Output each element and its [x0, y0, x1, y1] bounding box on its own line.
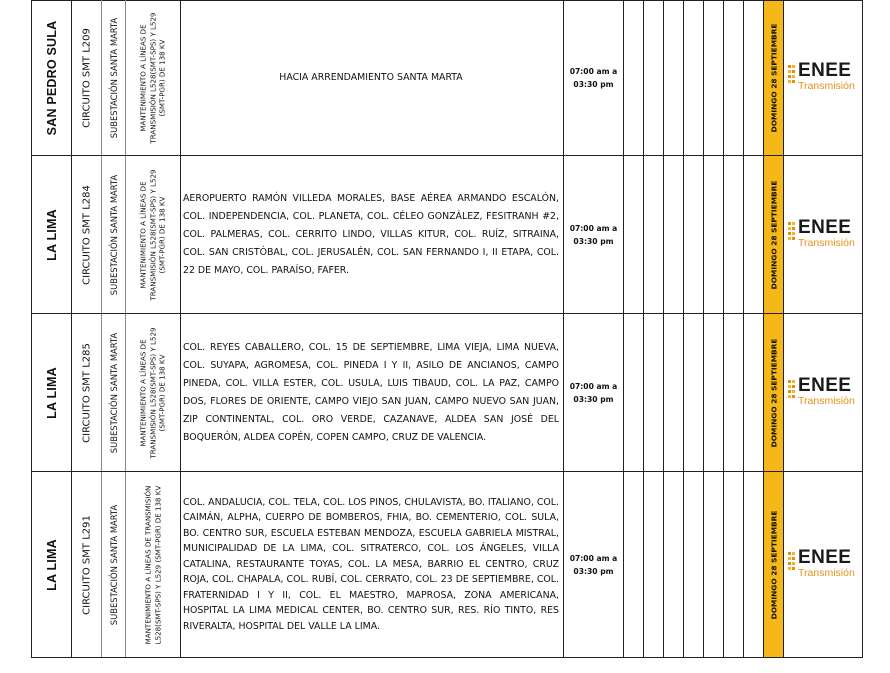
substation-cell: [102, 472, 126, 658]
substation-label: SUBESTACIÓN SANTA MARTA: [108, 17, 119, 139]
enee-logo: [788, 216, 863, 250]
time-cell: [564, 472, 624, 658]
table-row: [32, 156, 863, 314]
blank-cell: [624, 472, 644, 658]
blank-cell: [624, 314, 644, 472]
blank-cell: [744, 472, 764, 658]
city-cell: [32, 314, 72, 472]
enee-logo: [788, 374, 863, 408]
substation-cell: [102, 314, 126, 472]
circuit-cell: [72, 314, 102, 472]
date-label: DOMINGO 28 SEPTIEMBRE: [769, 338, 778, 447]
city-cell: [32, 472, 72, 658]
affected-areas-cell: COL. ANDALUCIA, COL. TELA, COL. LOS PINOS, CHULAVISTA, BO. ITALIANO, COL. CAIMÁN, ALPHA, CUERPO DE BOMBEROS, FHIA, BO. CEMENTERIO, COL. SULA, BO. CENTRO SUR, ESCUELA ESTEBAN MENDOZA, ESCUELA GABRIELA MISTRAL, MUNICIPALIDAD DE LA LIMA, COL. SITRATERCO, COL. LOS ÁNGELES, VILLA CATALINA, RESTAURANTE TOYAS, COL. LA MESA, BARRIO EL CENTRO, CRUZ ROJA, COL. CHAPALA, COL. RUBÍ, COL. CERRATO, COL. 23 DE SEPTIEMBRE, COL. FRATERNIDAD I Y II, COL. EL MAESTRO, MAPROSA, ZONA AMERICANA, HOSPITAL LA LIMA MEDICAL CENTER, BO. CENTRO SUR, RES. RÍO TINTO, RES RIVERALTA, HOSPITAL DEL VALLE LA LIMA.: [181, 472, 564, 658]
blank-cell: [724, 472, 744, 658]
maintenance-cell: [126, 472, 181, 658]
blank-cell: [644, 314, 664, 472]
brand-name: ENEE: [798, 546, 852, 568]
time-start: 07:00 am a: [569, 67, 618, 76]
maintenance-label: MANTENIMIENTO A LÍNEAS DE TRANSMISIÓN L528(SMT-SPS) Y L529 (SMT-PGR) DE 138 KV: [143, 485, 162, 644]
logo-cell: [784, 1, 863, 156]
brand-name: ENEE: [798, 60, 852, 81]
brand-name: ENEE: [798, 374, 852, 396]
substation-label: SUBESTACIÓN SANTA MARTA: [108, 174, 119, 295]
brand-subtitle: Transmisión: [798, 236, 855, 249]
maintenance-cell: [126, 156, 181, 314]
blank-cell: [684, 1, 704, 156]
time-cell: [564, 156, 624, 314]
blank-cell: [644, 472, 664, 658]
date-label: DOMINGO 28 SEPTIEMBRE: [769, 23, 778, 133]
city-cell: [32, 156, 72, 314]
affected-areas-cell: HACIA ARRENDAMIENTO SANTA MARTA: [181, 1, 564, 156]
circuit-label: CIRCUITO SMT L284: [81, 184, 92, 285]
maintenance-label: MANTENIMIENTO A LÍNEAS DE TRANSMISIÓN L528(SMT-SPS) Y L529 (SMT-PGR) DE 138 KV: [138, 326, 167, 459]
blank-cell: [744, 156, 764, 314]
enee-logo: [788, 60, 863, 93]
logo-cell: [784, 472, 863, 658]
blank-cell: [724, 314, 744, 472]
enee-logo: [788, 546, 863, 580]
time-end: 03:30 pm: [573, 566, 614, 576]
brand-subtitle: Transmisión: [798, 80, 855, 92]
outage-schedule-table: [31, 0, 863, 658]
logo-cell: [784, 314, 863, 472]
substation-cell: [102, 156, 126, 314]
outage-schedule-sheet: [31, 0, 855, 657]
maintenance-label: MANTENIMIENTO A LÍNEAS DE TRANSMISIÓN L528(SMT-SPS) Y L529 (SMT-PGR) DE 138 KV: [138, 168, 167, 301]
blank-cell: [704, 472, 724, 658]
time-start: 07:00 am a: [569, 553, 618, 563]
circuit-label: CIRCUITO SMT L209: [81, 28, 92, 128]
maintenance-cell: [126, 314, 181, 472]
brand-subtitle: Transmisión: [798, 394, 855, 407]
blank-cell: [664, 314, 684, 472]
blank-cell: [704, 156, 724, 314]
blank-cell: [664, 1, 684, 156]
blank-cell: [744, 1, 764, 156]
table-row: [32, 1, 863, 156]
blank-cell: [624, 1, 644, 156]
blank-cell: [704, 1, 724, 156]
time-end: 03:30 pm: [573, 80, 614, 89]
date-cell: [764, 472, 784, 658]
circuit-label: CIRCUITO SMT L291: [81, 514, 92, 615]
brand-mark-icon: [788, 552, 796, 572]
date-label: DOMINGO 28 SEPTIEMBRE: [769, 180, 778, 289]
blank-cell: [624, 156, 644, 314]
table-row: [32, 472, 863, 658]
time-end: 03:30 pm: [573, 236, 614, 246]
substation-label: SUBESTACIÓN SANTA MARTA: [108, 504, 119, 625]
blank-cell: [744, 314, 764, 472]
maintenance-cell: [126, 1, 181, 156]
blank-cell: [644, 1, 664, 156]
time-cell: [564, 314, 624, 472]
blank-cell: [644, 156, 664, 314]
blank-cell: [664, 472, 684, 658]
city-label: SAN PEDRO SULA: [44, 20, 59, 136]
brand-name: ENEE: [798, 216, 852, 238]
circuit-cell: [72, 1, 102, 156]
time-start: 07:00 am a: [569, 381, 618, 391]
circuit-label: CIRCUITO SMT L285: [81, 342, 92, 443]
city-label: LA LIMA: [44, 366, 59, 419]
brand-mark-icon: [788, 65, 796, 85]
date-label: DOMINGO 28 SEPTIEMBRE: [769, 510, 778, 619]
substation-cell: [102, 1, 126, 156]
blank-cell: [684, 156, 704, 314]
date-cell: [764, 314, 784, 472]
circuit-cell: [72, 156, 102, 314]
affected-areas-cell: AEROPUERTO RAMÓN VILLEDA MORALES, BASE AÉREA ARMANDO ESCALÓN, COL. INDEPENDENCIA, COL. PLANETA, COL. CÉLEO GONZÁLEZ, FESITRANH #2, COL. PALMERAS, COL. CERRITO LINDO, VILLAS KITUR, COL. RUÍZ, SITRAINA, COL. SAN CRISTÓBAL, COL. JERUSALÉN, COL. SAN FERNANDO I, II ETAPA, COL. 22 DE MAYO, COL. PARAÍSO, FAFER.: [181, 156, 564, 314]
time-start: 07:00 am a: [569, 223, 618, 233]
brand-mark-icon: [788, 222, 796, 242]
maintenance-label: MANTENIMIENTO A LÍNEAS DE TRANSMISIÓN L528(SMT-SPS) Y L529 (SMT-PGR) DE 138 KV: [138, 12, 167, 144]
city-label: LA LIMA: [44, 208, 59, 261]
logo-cell: [784, 156, 863, 314]
affected-areas-cell: COL. REYES CABALLERO, COL. 15 DE SEPTIEMBRE, LIMA VIEJA, LIMA NUEVA, COL. SUYAPA, AGROMESA, COL. PINEDA I Y II, ASILO DE ANCIANOS, CAMPO PINEDA, COL. VILLA ESTER, COL. USULA, LUIS TIBAUD, COL. LA PAZ, CAMPO DOS, FLORES DE ORIENTE, CAMPO VIEJO SAN JUAN, CAMPO NUEVO SAN JUAN, ZIP CONTINENTAL, COL. ORO VERDE, CAZANAVE, ALDEA SAN JOSÉ DEL BOQUERÓN, ALDEA COPÉN, COPEN CAMPO, CRUZ DE VALENCIA.: [181, 314, 564, 472]
city-cell: [32, 1, 72, 156]
city-label: LA LIMA: [44, 538, 59, 591]
substation-label: SUBESTACIÓN SANTA MARTA: [108, 332, 119, 453]
brand-mark-icon: [788, 380, 796, 400]
circuit-cell: [72, 472, 102, 658]
blank-cell: [684, 472, 704, 658]
blank-cell: [724, 1, 744, 156]
time-cell: [564, 1, 624, 156]
brand-subtitle: Transmisión: [798, 566, 855, 579]
blank-cell: [664, 156, 684, 314]
blank-cell: [684, 314, 704, 472]
blank-cell: [724, 156, 744, 314]
date-cell: [764, 156, 784, 314]
date-cell: [764, 1, 784, 156]
table-row: [32, 314, 863, 472]
blank-cell: [704, 314, 724, 472]
time-end: 03:30 pm: [573, 394, 614, 404]
